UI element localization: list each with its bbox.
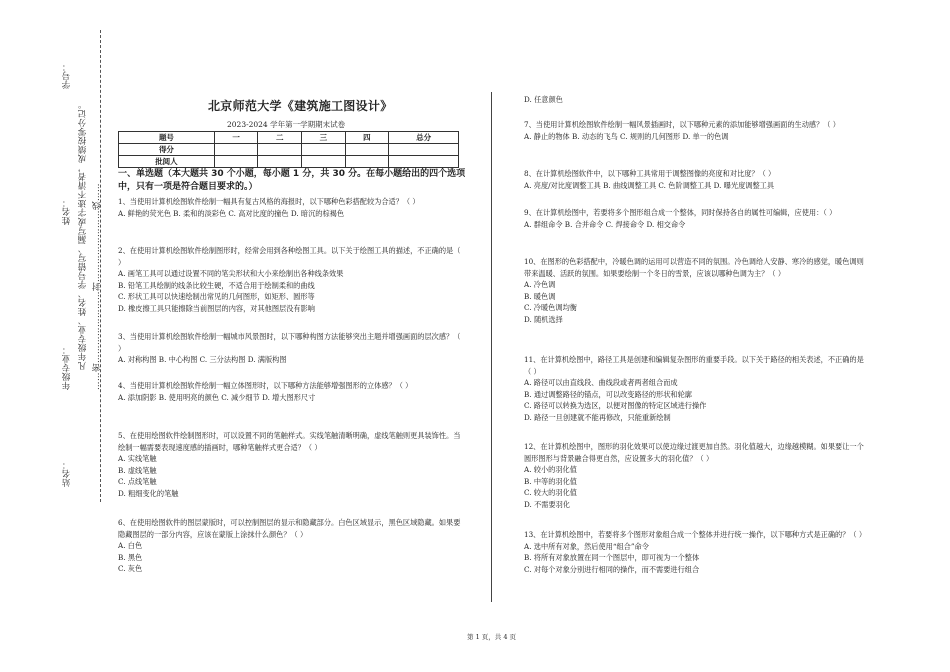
binding-margin (0, 0, 110, 672)
page-footer: 第 1 页，共 4 页 (467, 633, 517, 641)
question-13 (524, 529, 869, 575)
question-4 (118, 380, 463, 403)
school-label: 站名： (62, 460, 72, 487)
question-option: D. 随机选择 (524, 314, 563, 324)
question-option: B. 中等的羽化值 (524, 476, 577, 486)
score-cell (258, 156, 302, 168)
question-option: A. 冷色调 (524, 280, 556, 289)
score-cell (302, 156, 346, 168)
question-option: B. 通过调整路径的锚点，可以改变路径的形状和轮廓 (524, 389, 692, 399)
question-8 (524, 168, 869, 191)
score-table-header-cell: 二 (258, 132, 302, 144)
score-table-header-cell: 三 (302, 132, 346, 144)
question-option: A. 路径可以由直线段、曲线段或者两者组合而成 (524, 378, 678, 387)
question-option: C. 灰色 (118, 564, 143, 573)
score-cell (345, 144, 389, 156)
score-table-row (119, 144, 459, 156)
question-option: B. 黑色 (118, 552, 143, 562)
name-label: 姓名： (62, 198, 72, 225)
question-5 (118, 430, 463, 499)
question-option: C. 形状工具可以快速绘制出常见的几何图形，如矩形、圆形等 (118, 292, 315, 301)
question-option: C. 冷暖色调均衡 (524, 303, 577, 312)
score-table-header-cell: 四 (345, 132, 389, 144)
score-table-header-cell: 总分 (389, 132, 459, 144)
question-option: A. 实线笔触 (118, 454, 157, 463)
question-6 (118, 517, 463, 575)
question-option: D. 粗细变化的笔触 (118, 488, 179, 498)
section-title: 一、单选题（本大题共 30 个小题，每小题 1 分，共 30 分。在每小题给出的四个选项中，只有一项是符合题目要求的。） (118, 169, 466, 192)
question-stem: 11、在计算机绘图中，路径工具是创建和编辑复杂图形的重要手段。以下关于路径的相关表述，不正确的是（ ） (524, 355, 864, 376)
question-stem: 13、在计算机绘图中，若要将多个图形对象组合成一个整体并进行统一操作，以下哪种方式是正确的？（ ） (524, 530, 867, 539)
question-option: B. 暖色调 (524, 291, 556, 301)
score-cell (214, 156, 258, 168)
question-stem: 4、当使用计算机绘图软件绘制一幅立体图形时，以下哪种方法能够增强图形的立体感？（ ） (118, 381, 413, 390)
question-12 (524, 441, 869, 510)
score-table (118, 131, 459, 168)
question-option: D. 任意颜色 (524, 95, 563, 104)
question-stem: 3、当使用计算机绘图软件绘制一幅城市风景图时，以下哪种构图方法能够突出主题并增强画面的层次感？（ ） (118, 332, 461, 353)
score-row-label: 批阅人 (119, 156, 215, 168)
question-option: A. 较小的羽化值 (524, 465, 577, 474)
score-cell (389, 156, 459, 168)
question-stem: 7、当使用计算机绘图软件绘制一幅风景插画时，以下哪种元素的添加能够增强画面的生动感？（ ） (524, 120, 840, 129)
score-row-label: 得分 (119, 144, 215, 156)
question-option: A. 白色 (118, 541, 143, 550)
question-option: B. 将所有对象放置在同一个图层中，即可视为一个整体 (524, 553, 700, 562)
question-option: A. 对称构图 B. 中心构图 C. 三分法构图 D. 满版构图 (118, 355, 287, 364)
question-9 (524, 207, 869, 230)
question-stem: 2、在使用计算机绘图软件绘制图形时，经常会用到各种绘图工具。以下关于绘图工具的描述，不正确的是（ ） (118, 246, 461, 267)
question-option: B. 虚线笔触 (118, 465, 157, 475)
student-id-label: 学号： (62, 62, 72, 89)
question-option: A. 群组命令 B. 合并命令 C. 焊接命令 D. 相交命令 (524, 219, 686, 229)
question-stem: 10、在图形的色彩搭配中，冷暖色调的运用可以营造不同的氛围。冷色调给人安静、寒冷的感觉，暖色调则带来温暖、活跃的氛围。如果要绘制一个冬日的雪景，应该以哪种色调为主？（ ） (524, 257, 864, 278)
question-stem: 9、在计算机绘图中，若要将多个图形组合成一个整体，同时保持各自的属性可编辑，应使用：（ ） (524, 208, 837, 217)
question-3 (118, 331, 463, 366)
question-stem: 5、在使用绘图软件绘制图形时，可以设置不同的笔触样式。实线笔触清晰明确，虚线笔触则更具装饰性。当绘制一幅需要表现速度感的插画时，哪种笔触样式更合适？（ ） (118, 431, 461, 452)
question-stem: 12、在计算机绘图中，图形的羽化效果可以使边缘过渡更加自然。羽化值越大，边缘越模糊。如果要让一个圆形图形与背景融合得更自然，应设置多大的羽化值？（ ） (524, 442, 864, 463)
column-divider (491, 92, 492, 602)
question-stem: 8、在计算机绘图软件中，以下哪种工具常用于调整图像的亮度和对比度？（ ） (524, 169, 776, 178)
score-cell (345, 156, 389, 168)
question-option: A. 亮度/对比度调整工具 B. 曲线调整工具 C. 色阶调整工具 D. 曝光度调整工具 (524, 180, 775, 190)
question-option: D. 路径一旦创建就不能再修改，只能重新绘制 (524, 412, 671, 422)
question-option: D. 橡皮擦工具只能擦除当前图层的内容，对其他图层没有影响 (118, 303, 315, 313)
question-stem: 6、在使用绘图软件的图层蒙版时，可以控制图层的显示和隐藏部分。白色区域显示，黑色区域隐藏。如果要隐藏图层的一部分内容，应该在蒙版上涂抹什么颜色？（ ） (118, 518, 461, 539)
question-11 (524, 354, 869, 423)
score-table-header-cell: 题号 (119, 132, 215, 144)
major-label: 年级专业： (62, 345, 72, 390)
question-6-continued (524, 94, 869, 106)
question-1 (118, 196, 463, 219)
score-table-row (119, 156, 459, 168)
question-option: C. 较大的羽化值 (524, 488, 577, 497)
score-cell (302, 144, 346, 156)
question-option: A. 添加阴影 B. 使用明亮的颜色 C. 减少细节 D. 增大图形尺寸 (118, 392, 316, 402)
question-7 (524, 119, 869, 142)
question-10 (524, 256, 869, 325)
question-option: A. 静止的物体 B. 动态的飞鸟 C. 规则的几何图形 D. 单一的色调 (524, 131, 729, 141)
question-stem: 1、当使用计算机绘图软件绘制一幅具有复古风格的海报时，以下哪种色彩搭配较为合适？（ ） (118, 197, 420, 206)
exam-subtitle: 2023-2024 学年第一学期期末试卷 (227, 120, 346, 129)
exam-title: 北京师范大学《建筑施工图设计》 (208, 99, 393, 113)
question-option: C. 路径可以转换为选区，以便对图像的特定区域进行操作 (524, 401, 707, 410)
question-option: A. 画笔工具可以通过设置不同的笔尖形状和大小来绘制出各种线条效果 (118, 269, 344, 278)
question-option: C. 点线笔触 (118, 477, 157, 486)
score-cell (258, 144, 302, 156)
question-option: C. 对每个对象分别进行相同的操作，而不需要进行组合 (524, 564, 700, 574)
score-cell (214, 144, 258, 156)
binding-dashed-line (100, 30, 101, 502)
score-table-header-row (119, 132, 459, 144)
score-cell (389, 144, 459, 156)
binding-seal-line: ……密……………………封……………………线…… (92, 183, 102, 390)
score-table-header-cell: 一 (214, 132, 258, 144)
binding-notice: 凡年级专业、姓名、学号错写、漏写或字迹不清者，成绩按零分记。 (78, 100, 88, 370)
question-option: D. 不需要羽化 (524, 499, 571, 509)
question-option: B. 铅笔工具绘制的线条比较生硬，不适合用于绘制柔和的曲线 (118, 280, 315, 290)
question-option: A. 选中所有对象，然后使用“组合”命令 (524, 541, 649, 551)
question-option: A. 鲜艳的荧光色 B. 柔和的淡彩色 C. 高对比度的撞色 D. 暗沉的棕褐色 (118, 208, 345, 218)
question-2 (118, 245, 463, 314)
